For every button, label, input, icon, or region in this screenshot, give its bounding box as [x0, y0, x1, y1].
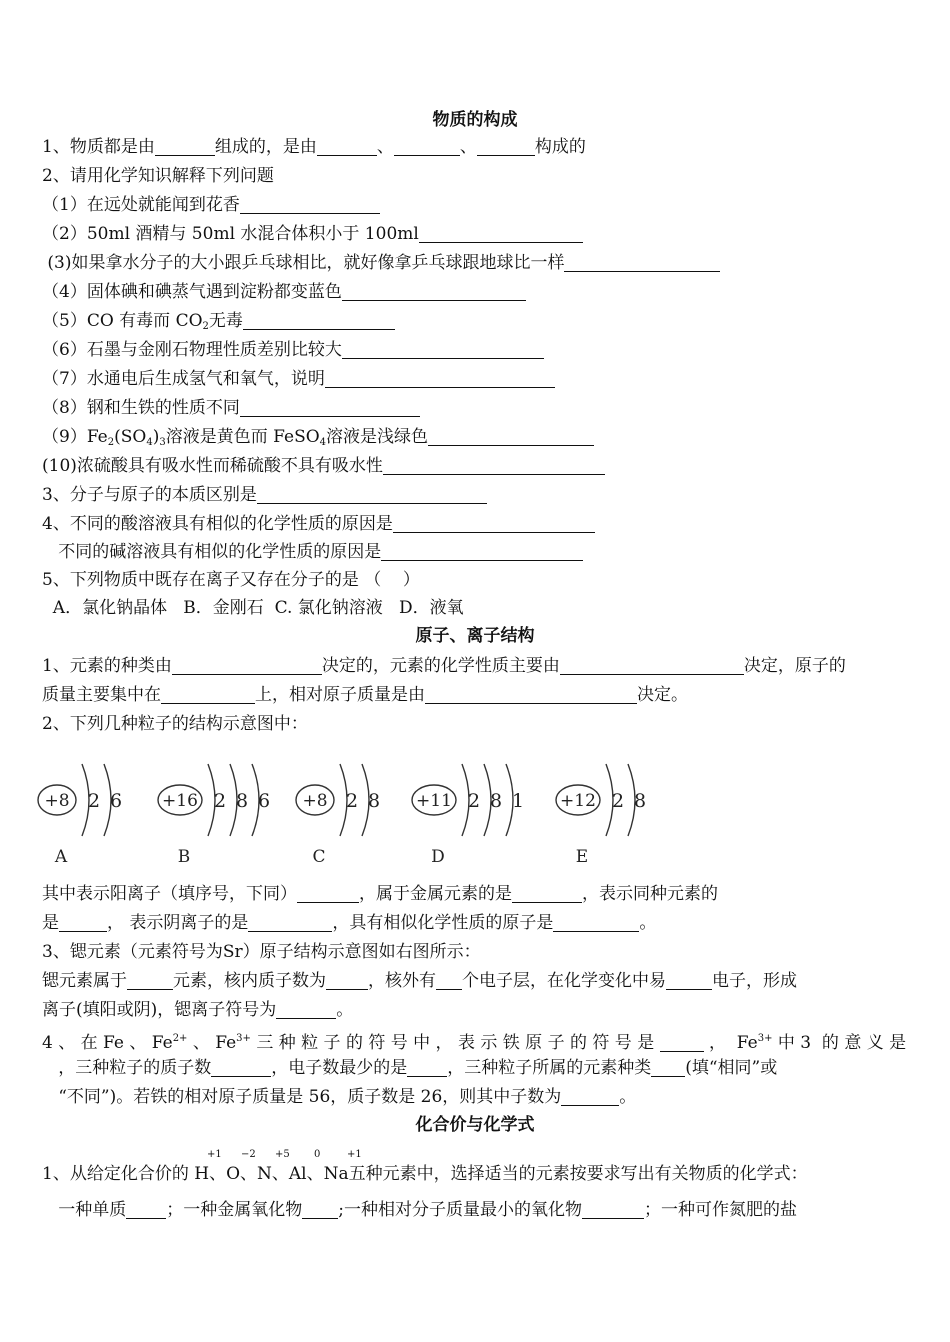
diagram-label: C [312, 847, 326, 867]
shell-electron-count: 2 [611, 790, 625, 812]
blank[interactable] [393, 514, 595, 533]
question-2-item-10: (10)浓硫酸具有吸水性而稀硫酸不具有吸水性 [42, 454, 605, 478]
valence-al: 0 [314, 1149, 321, 1160]
shell-electron-count: 6 [109, 790, 123, 812]
blank[interactable] [666, 971, 712, 990]
blank[interactable] [651, 1058, 685, 1077]
question-2-item-6: （6）石墨与金刚石物理性质差别比较大 [42, 338, 544, 362]
blank[interactable] [155, 137, 215, 156]
blank[interactable] [297, 884, 359, 903]
question-4b: 不同的碱溶液具有相似的化学性质的原因是 [42, 540, 583, 564]
blank[interactable] [257, 485, 487, 504]
diagram-label: B [177, 847, 191, 867]
atom-question-2-stem: 2、下列几种粒子的结构示意图中： [42, 714, 308, 734]
atom-question-1b: 质量主要集中在 上，相对原子质量是由 决定。 [42, 685, 688, 705]
blank[interactable] [127, 971, 173, 990]
blank[interactable] [512, 884, 582, 903]
question-2-head: 2、请用化学知识解释下列问题 [42, 166, 274, 186]
atom-question-4-line-3: “不同”)。若铁的相对原子质量是 56，质子数是 26，则其中子数为 。 [42, 1087, 637, 1107]
section-title-matter: 物质的构成 [432, 110, 518, 130]
blank[interactable] [240, 398, 420, 417]
nucleus-charge: +11 [416, 791, 452, 811]
shell-electron-count: 2 [467, 790, 481, 812]
blank[interactable] [381, 542, 583, 561]
blank[interactable] [553, 913, 639, 932]
atom-question-2-line-1: 其中表示阳离子（填序号，下同） ，属于金属元素的是 ，表示同种元素的 [42, 884, 718, 904]
question-5-stem: 5、下列物质中既存在离子又存在分子的是 （ ） [42, 570, 420, 590]
nucleus-charge: +12 [560, 791, 596, 811]
shell-electron-count: 2 [213, 790, 227, 812]
blank[interactable] [126, 1200, 166, 1219]
valence-na: +1 [347, 1149, 362, 1160]
diagram-label: A [54, 847, 68, 867]
shell-electron-count: 1 [511, 790, 525, 812]
shell-electron-count: 2 [87, 790, 101, 812]
section-title-atom-ion: 原子、离子结构 [415, 626, 535, 646]
atom-question-1a: 1、元素的种类由 决定的，元素的化学性质主要由 决定，原子的 [42, 656, 846, 676]
blank[interactable] [161, 685, 255, 704]
blank[interactable] [383, 456, 605, 475]
blank[interactable] [560, 656, 744, 675]
blank[interactable] [425, 685, 637, 704]
blank[interactable] [59, 913, 107, 932]
blank[interactable] [276, 1000, 336, 1019]
valence-question-1: 1、从给定化合价的 H、O、N、Al、Na五种元素中，选择适当的元素按要求写出有关物质的化学式： [42, 1164, 808, 1184]
blank[interactable] [302, 1200, 338, 1219]
atom-question-3-line-1: 锶元素属于 元素，核内质子数为 ，核外有 个电子层，在化学变化中易 电子，形成 [42, 971, 797, 991]
blank[interactable] [561, 1087, 619, 1106]
blank[interactable] [564, 253, 720, 272]
blank[interactable] [248, 913, 332, 932]
valence-o: −2 [241, 1149, 256, 1160]
blank[interactable] [477, 137, 535, 156]
question-2-item-8: （8）钢和生铁的性质不同 [42, 396, 420, 420]
blank[interactable] [436, 971, 462, 990]
atom-question-2-line-2: 是 ， 表示阴离子的是 ，具有相似化学性质的原子是 。 [42, 913, 657, 933]
blank[interactable] [407, 1058, 447, 1077]
question-1: 1、物质都是由 组成的，是由 、 、 构成的 [42, 137, 586, 157]
section-title-valence-formula: 化合价与化学式 [415, 1115, 535, 1135]
diagram-label: D [431, 847, 445, 867]
shell-electron-count: 8 [633, 790, 647, 812]
question-5-options: A．氯化钠晶体 B．金刚石 C. 氯化钠溶液 D．液氧 [42, 598, 464, 618]
valence-question-1-blanks: 一种单质 ；一种金属氧化物 ;一种相对分子质量最小的氧化物 ；一种可作氮肥的盐 [42, 1200, 797, 1220]
shell-electron-count: 2 [345, 790, 359, 812]
particle-structure-diagram [30, 748, 670, 878]
question-2-item-2: （2）50ml 酒精与 50ml 水混合体积小于 100ml [42, 222, 583, 246]
question-4a: 4、不同的酸溶液具有相似的化学性质的原因是 [42, 512, 595, 536]
blank[interactable] [582, 1200, 644, 1219]
atom-question-3-line-2: 离子(填阳或阴)，锶离子符号为 。 [42, 1000, 354, 1020]
question-2-item-4: （4）固体碘和碘蒸气遇到淀粉都变蓝色 [42, 280, 526, 304]
question-3: 3、分子与原子的本质区别是 [42, 483, 487, 507]
diagram-label: E [575, 847, 589, 867]
blank[interactable] [660, 1033, 704, 1052]
shell-electron-count: 6 [257, 790, 271, 812]
blank[interactable] [419, 224, 583, 243]
valence-n: +5 [275, 1149, 290, 1160]
shell-electron-count: 8 [235, 790, 249, 812]
shell-electron-count: 8 [489, 790, 503, 812]
blank[interactable] [211, 1058, 271, 1077]
blank[interactable] [240, 195, 380, 214]
question-2-item-1: （1）在远处就能闻到花香 [42, 193, 380, 217]
nucleus-charge: +16 [162, 791, 198, 811]
atom-question-4-line-2: ，三种粒子的质子数 ，电子数最少的是 ，三种粒子所属的元素种类 (填“相同”或 [42, 1058, 778, 1078]
blank[interactable] [326, 971, 368, 990]
question-2-item-9: $(9)Fe_2(SO_4)_3$溶液是黄色而 FeSO$_4$溶液是浅绿色 [42, 425, 594, 455]
blank[interactable] [428, 427, 594, 446]
valence-h: +1 [207, 1149, 222, 1160]
atom-question-3-head: 3、锶元素（元素符号为Sr）原子结构示意图如右图所示： [42, 942, 481, 962]
nucleus-charge: +8 [44, 791, 70, 811]
shell-electron-count: 8 [367, 790, 381, 812]
blank[interactable] [394, 137, 460, 156]
question-2-item-3: (3)如果拿水分子的大小跟乒乓球相比，就好像拿乒乓球跟地球比一样 [42, 251, 720, 275]
blank[interactable] [342, 340, 544, 359]
blank[interactable] [243, 311, 395, 330]
question-2-item-5: （5）CO 有毒而 $CO_2$无毒 [42, 309, 395, 339]
question-2-item-7: （7）水通电后生成氢气和氧气，说明 [42, 367, 555, 391]
blank[interactable] [342, 282, 526, 301]
blank[interactable] [317, 137, 377, 156]
blank[interactable] [172, 656, 322, 675]
blank[interactable] [325, 369, 555, 388]
atom-question-4-line-1: 4 、 在 Fe 、 $Fe^{2+}$ 、 $Fe^{3+}$ 三 种 粒 子 的 符 号 中 ， 表 示 铁 原 子 的 符 号 是 ， $Fe^{3+}$ 中 3 的 意 义 是 [42, 1033, 907, 1053]
nucleus-charge: +8 [302, 791, 328, 811]
